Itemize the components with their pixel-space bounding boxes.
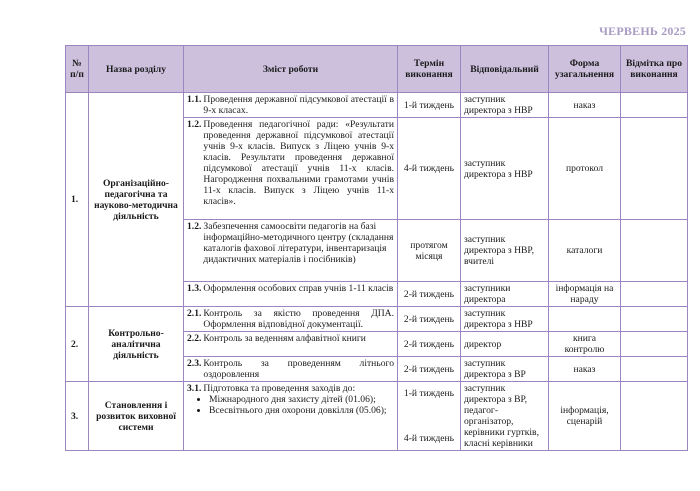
section-number: 1. — [66, 93, 89, 307]
responsible-cell: директор — [461, 332, 549, 357]
header-mark: Відмітка про виконання — [621, 46, 688, 93]
work-content — [184, 332, 398, 357]
item-text: Проведення педагогічної ради: «Результати проведення державної підсумкової атестації учнів 9-х класів. Випуск з Ліцею учнів 9-х класів. Результати проведення державної підсумкової атестації учнів 11-х класів. Нагородження похвальними грамотами учнів 11-х класів. Випуск з Ліцею учнів 11-х класів». — [203, 119, 394, 207]
term-last: 4-й тиждень — [403, 433, 455, 444]
term-cell: 4-й тиждень — [398, 118, 461, 220]
mark-cell[interactable] — [621, 357, 688, 382]
responsible-cell: заступник директора з НВР — [461, 93, 549, 118]
work-content — [184, 307, 398, 332]
form-cell: книга контролю — [549, 332, 621, 357]
responsible-cell: заступник директора з НВР, вчителі — [461, 220, 549, 282]
work-content — [184, 93, 398, 118]
item-text: Контроль за якістю проведення ДПА. Оформлення відповідної документації. — [203, 308, 394, 330]
mark-cell[interactable] — [621, 307, 688, 332]
item-index: 2.2. — [187, 333, 202, 344]
event-item: • Всесвітнього дня охорони довкілля (05.06); — [209, 405, 394, 416]
table-header-row — [66, 46, 688, 93]
responsible-cell: заступник директора з ВР — [461, 357, 549, 382]
item-text: Підготовка та проведення заходів до: — [203, 383, 356, 394]
mark-cell[interactable] — [621, 332, 688, 357]
section-number: 2. — [66, 307, 89, 382]
month-title: ЧЕРВЕНЬ 2025 — [599, 24, 686, 38]
item-index: 2.3. — [187, 358, 202, 369]
table-row — [66, 382, 688, 451]
mark-cell[interactable] — [621, 118, 688, 220]
form-cell: наказ — [549, 357, 621, 382]
mark-cell[interactable] — [621, 220, 688, 282]
item-index: 1.2. — [187, 119, 202, 130]
item-text: Оформлення особових справ учнів 1-11 класів — [203, 283, 394, 294]
header-term: Термін виконання — [398, 46, 461, 93]
term-cell: протягом місяця — [398, 220, 461, 282]
item-index: 3.1. — [187, 383, 202, 394]
item-index: 2.1. — [187, 308, 202, 319]
section-title: Організаційно-педагогічна та науково-методична діяльність — [89, 93, 184, 307]
form-cell: протокол — [549, 118, 621, 220]
header-content: Зміст роботи — [184, 46, 398, 93]
term-cell: 2-й тиждень — [398, 307, 461, 332]
event-list — [187, 394, 394, 416]
form-cell: наказ — [549, 93, 621, 118]
form-cell: інформація на нараду — [549, 282, 621, 307]
item-text: Контроль за проведенням літнього оздоровлення — [203, 358, 394, 380]
header-form: Форма узагальнення — [549, 46, 621, 93]
item-index: 1.1. — [187, 94, 202, 105]
item-index: 1.2. — [187, 221, 202, 232]
mark-cell[interactable] — [621, 282, 688, 307]
section-title: Становлення і розвиток виховної системи — [89, 382, 184, 451]
work-content — [184, 220, 398, 282]
work-content — [184, 118, 398, 220]
item-index: 1.3. — [187, 283, 202, 294]
mark-cell[interactable] — [621, 382, 688, 451]
term-cell — [398, 382, 461, 451]
responsible-cell: заступник директора з НВР — [461, 118, 549, 220]
item-text: Контроль за веденням алфавітної книги — [203, 333, 366, 344]
form-cell: каталоги — [549, 220, 621, 282]
term-cell: 1-й тиждень — [398, 93, 461, 118]
work-plan-table — [65, 45, 688, 451]
responsible-cell: заступник директора з ВР, педагог-організатор, керівники гуртків, класні керівники — [461, 382, 549, 451]
work-content — [184, 357, 398, 382]
term-first: 1-й тиждень — [403, 388, 455, 399]
term-cell: 2-й тиждень — [398, 282, 461, 307]
form-cell: інформація, сценарій — [549, 382, 621, 451]
header-num: № п/п — [66, 46, 89, 93]
table-row — [66, 307, 688, 332]
item-text: Забезпечення самоосвіти педагогів на базі інформаційно-методичного центру (складання каталогів фахової літератури, інвентаризація дидактичних матеріалів і посібників) — [203, 221, 394, 265]
table-row — [66, 93, 688, 118]
header-responsible: Відповідальний — [461, 46, 549, 93]
responsible-cell: заступник директора з НВР — [461, 307, 549, 332]
term-cell: 2-й тиждень — [398, 332, 461, 357]
responsible-cell: заступники директора — [461, 282, 549, 307]
section-title: Контрольно-аналітична діяльність — [89, 307, 184, 382]
term-cell: 2-й тиждень — [398, 357, 461, 382]
header-section: Назва розділу — [89, 46, 184, 93]
event-item: • Міжнародного дня захисту дітей (01.06); — [209, 394, 394, 405]
form-cell — [549, 307, 621, 332]
work-content — [184, 282, 398, 307]
item-text: Проведення державної підсумкової атестації в 9-х класах. — [203, 94, 394, 116]
section-number: 3. — [66, 382, 89, 451]
work-content — [184, 382, 398, 451]
mark-cell[interactable] — [621, 93, 688, 118]
